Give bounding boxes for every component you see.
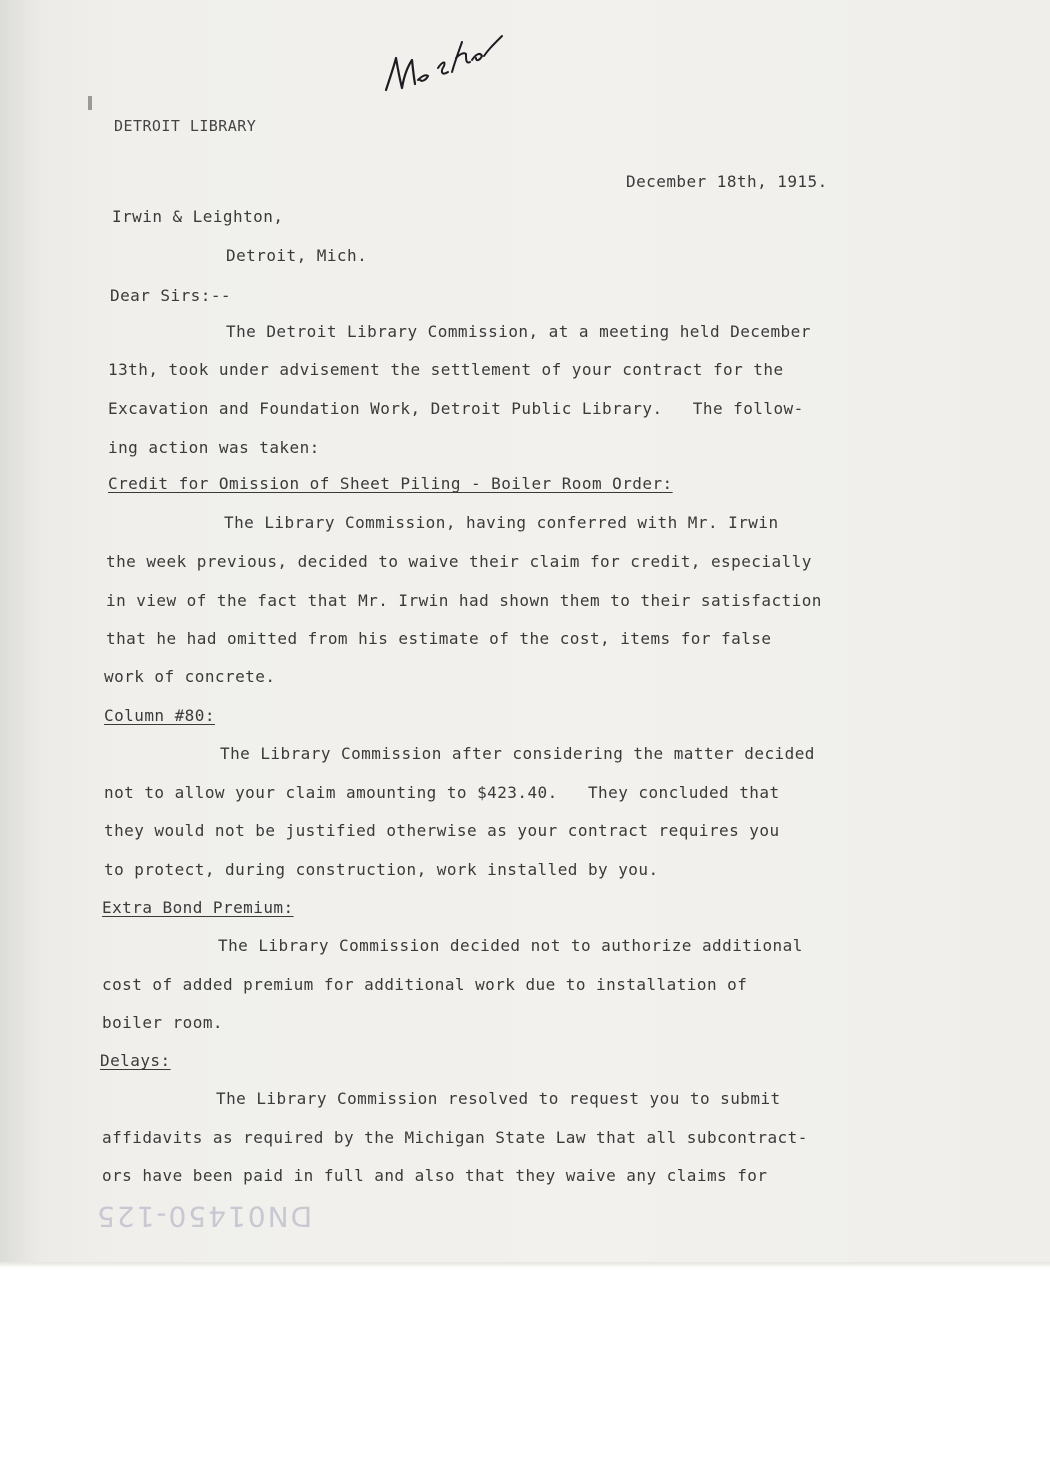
section-line: affidavits as required by the Michigan State Law that all subcontract-	[102, 1128, 808, 1147]
letter-date: December 18th, 1915.	[626, 172, 828, 191]
section-line: they would not be justified otherwise as your contract requires you	[104, 821, 780, 840]
margin-mark	[88, 96, 92, 110]
section-line: The Library Commission, having conferred with Mr. Irwin	[224, 513, 779, 532]
section-line: cost of added premium for additional work due to installation of	[102, 975, 748, 994]
salutation: Dear Sirs:--	[110, 286, 231, 305]
intro-line: ing action was taken:	[108, 438, 320, 457]
intro-line: Excavation and Foundation Work, Detroit Public Library. The follow-	[108, 399, 804, 418]
addressee-name: Irwin & Leighton,	[112, 207, 284, 226]
section-line: in view of the fact that Mr. Irwin had shown them to their satisfaction	[106, 591, 822, 610]
section-line: to protect, during construction, work installed by you.	[104, 860, 659, 879]
intro-line: The Detroit Library Commission, at a meeting held December	[226, 322, 811, 341]
handwritten-signature	[380, 18, 505, 98]
section-line: boiler room.	[102, 1013, 223, 1032]
section-line: work of concrete.	[104, 667, 276, 686]
section-line: The Library Commission after considering the matter decided	[220, 744, 815, 763]
section-line: that he had omitted from his estimate of the cost, items for false	[106, 629, 772, 648]
sheet-edge	[0, 1262, 1050, 1268]
archive-stamp: DN01450-125	[95, 1200, 313, 1233]
section-heading-sheet-piling: Credit for Omission of Sheet Piling - Boiler Room Order:	[108, 474, 673, 493]
section-heading-delays: Delays:	[100, 1051, 171, 1070]
section-line: The Library Commission decided not to authorize additional	[218, 936, 803, 955]
section-line: ors have been paid in full and also that they waive any claims for	[102, 1166, 768, 1185]
addressee-city: Detroit, Mich.	[226, 246, 368, 265]
letterhead: DETROIT LIBRARY	[114, 117, 257, 135]
section-line: not to allow your claim amounting to $423.40. They concluded that	[104, 783, 780, 802]
section-heading-column-80: Column #80:	[104, 706, 215, 725]
section-heading-extra-bond-premium: Extra Bond Premium:	[102, 898, 294, 917]
intro-line: 13th, took under advisement the settlement of your contract for the	[108, 360, 784, 379]
section-line: the week previous, decided to waive their claim for credit, especially	[106, 552, 812, 571]
section-line: The Library Commission resolved to request you to submit	[216, 1089, 781, 1108]
